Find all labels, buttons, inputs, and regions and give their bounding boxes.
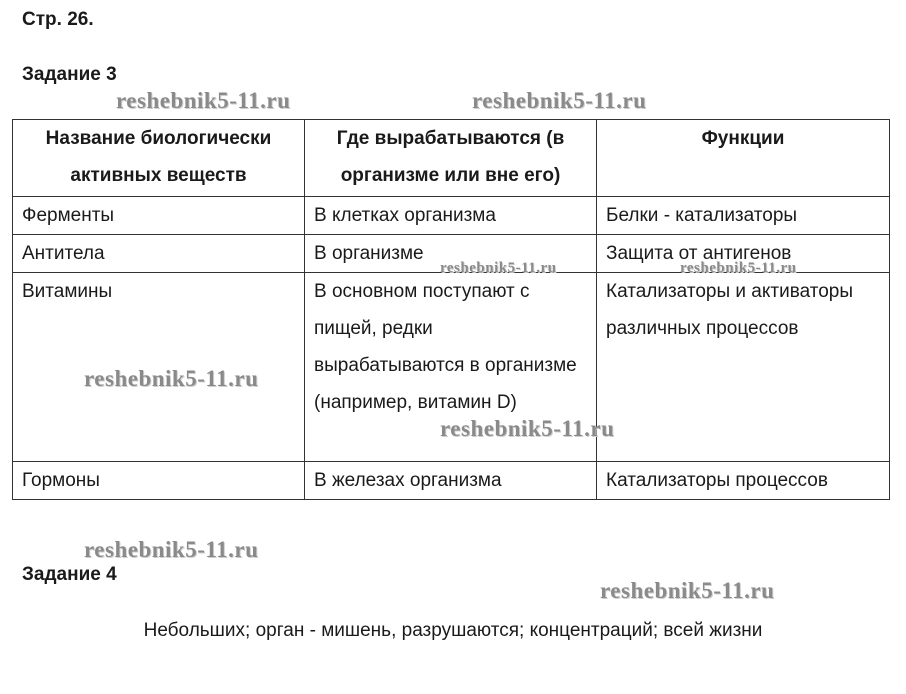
watermark: reshebnik5-11.ru <box>472 88 647 113</box>
page-number: Стр. 26. <box>22 9 94 30</box>
watermark: reshebnik5-11.ru <box>440 260 557 276</box>
header-functions: Функции <box>597 120 890 197</box>
watermark: reshebnik5-11.ru <box>600 578 775 603</box>
table-cell: В организме <box>305 235 597 273</box>
table-cell: Защита от антигенов <box>597 235 890 273</box>
table-cell: В клетках организма <box>305 197 597 235</box>
table-row <box>13 462 890 500</box>
header-production-place: Где вырабатываются (в организме или вне его) <box>305 120 597 197</box>
watermark: reshebnik5-11.ru <box>116 88 291 113</box>
table-cell: Белки - катализаторы <box>597 197 890 235</box>
task-4-title: Задание 4 <box>22 564 117 585</box>
bio-substances-table <box>12 119 890 500</box>
table-row <box>13 197 890 235</box>
table-cell: Катализаторы и активаторы различных процессов <box>597 273 890 462</box>
table-cell: Витамины <box>13 273 305 462</box>
table-cell: В основном поступают с пищей, редки вырабатываются в организме (например, витамин D) <box>305 273 597 462</box>
watermark: reshebnik5-11.ru <box>84 537 259 562</box>
table-cell: Антитела <box>13 235 305 273</box>
table-cell: В железах организма <box>305 462 597 500</box>
table-cell: Катализаторы процессов <box>597 462 890 500</box>
watermark: reshebnik5-11.ru <box>84 366 259 391</box>
header-substance-name: Название биологически активных веществ <box>13 120 305 197</box>
table-header-row <box>13 120 890 197</box>
task-3-title: Задание 3 <box>22 64 117 85</box>
table-cell: Гормоны <box>13 462 305 500</box>
watermark: reshebnik5-11.ru <box>680 260 797 276</box>
watermark: reshebnik5-11.ru <box>440 416 615 441</box>
task-4-answer: Небольших; орган - мишень, разрушаются; концентраций; всей жизни <box>143 620 763 641</box>
table-cell: Ферменты <box>13 197 305 235</box>
